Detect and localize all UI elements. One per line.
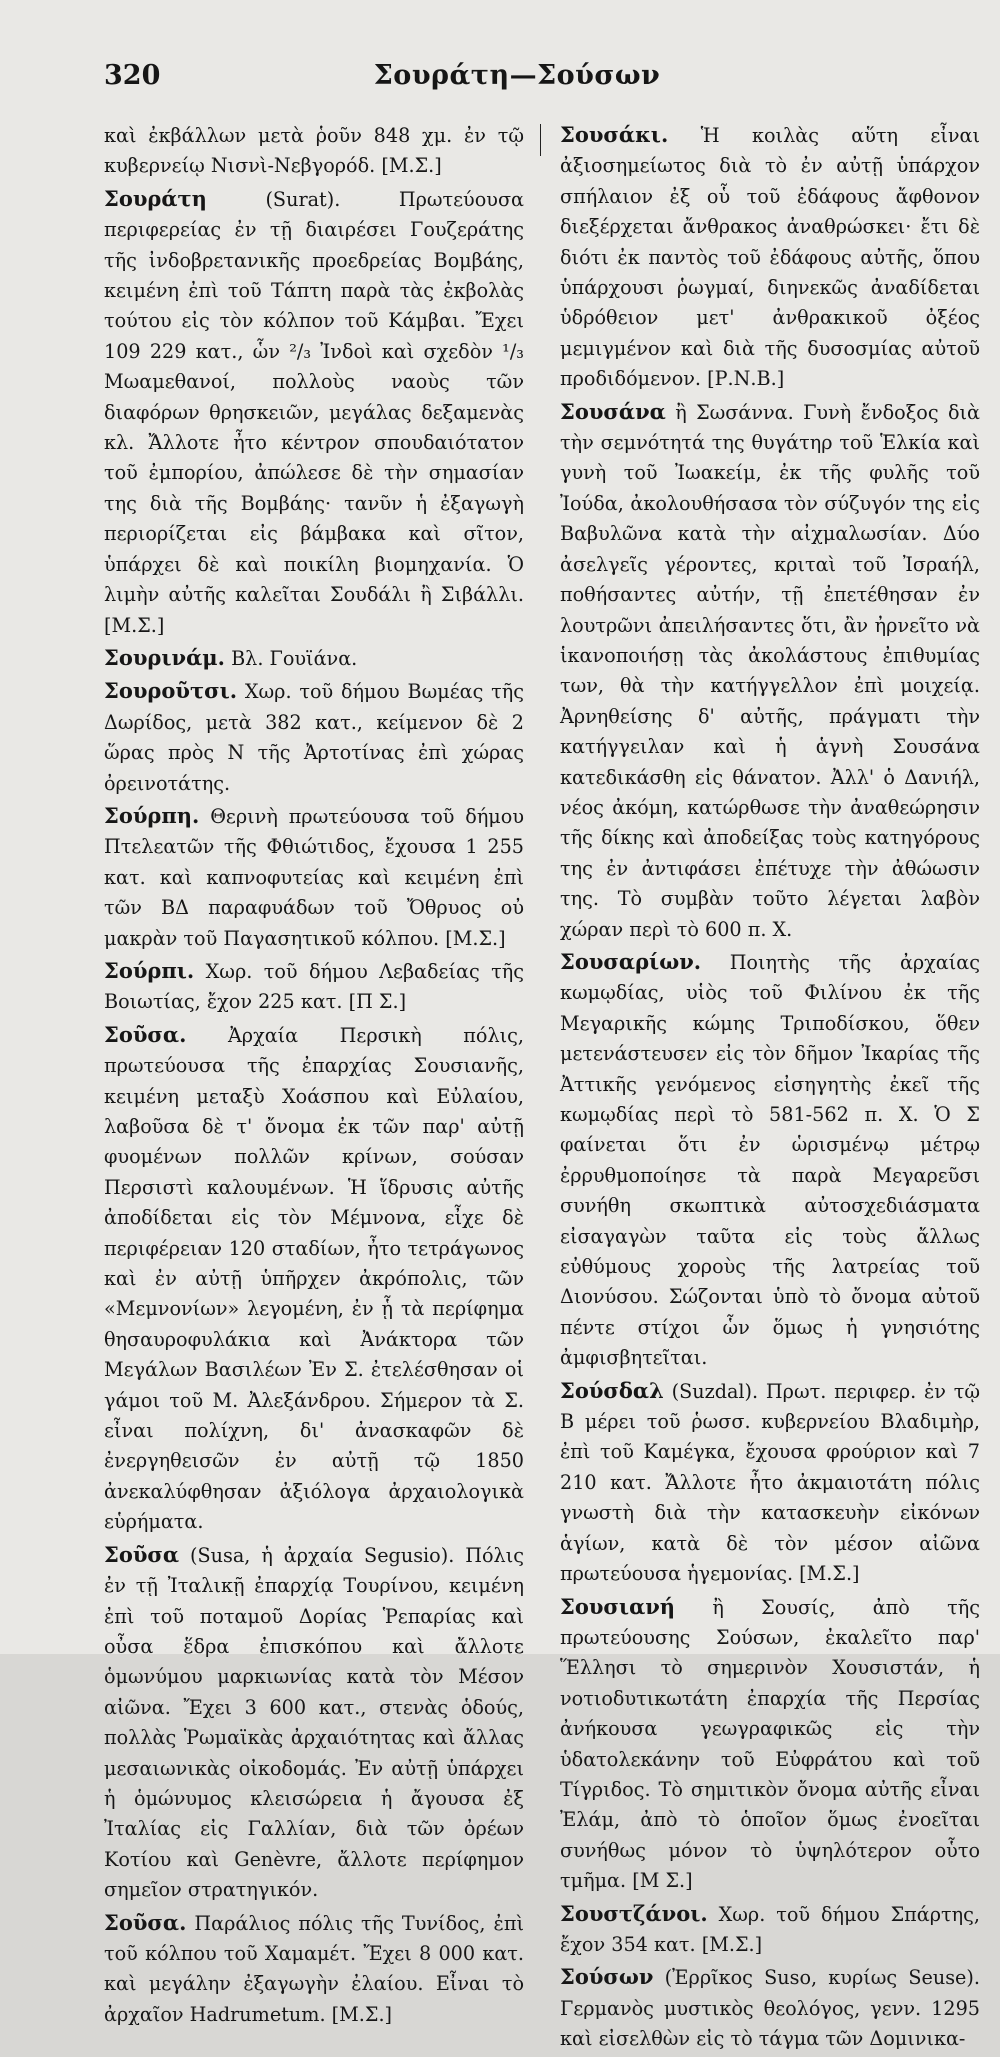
entry-headword: Σούσων [560,1964,654,1990]
entry-text: Χωρ. τοῦ δήμου Λεβαδείας τῆς Βοιωτίας, ἔχον 225 κατ. [Π Σ.] [104,959,524,1014]
entry-text: Παράλιος πόλις τῆς Τυνίδος, ἐπὶ τοῦ κόλπου τοῦ Χαμαμέτ. Ἔχει 8 000 κατ. καὶ μεγάλην ἐξαγωγὴν ἐλαίου. Εἶναι τὸ ἀρχαῖον Hadrumetum. [Μ.Σ.] [104,1911,524,2026]
entry-headword: Σουσιανή [560,1593,676,1619]
page-header [104,60,930,104]
entry [560,1962,980,2054]
entry-text: Βλ. Γουϊάνα. [224,646,358,670]
page-number: 320 [104,60,161,91]
entry-text: (Susa, ἡ ἀρχαία Segusio). Πόλις ἐν τῇ Ἰταλικῇ ἐπαρχίᾳ Τουρίνου, κειμένη ἐπὶ τοῦ ποταμοῦ Δορίας Ῥεπαρίας καὶ οὖσα ἕδρα ἐπισκόπου καὶ ἄλλοτε ὁμωνύμου μαρκιωνίας κατὰ τὸν Μέσον αἰῶνα. Ἔχει 3 600 κατ., στενὰς ὁδούς, πολλὰς Ῥωμαϊκὰς ἀρχαιότητας καὶ ἄλλας μεσαιωνικὰς οἰκοδομάς. Ἐν αὐτῇ ὑπάρχει ἡ ὁμώνυμος κλεισώρεια ἡ ἄγουσα ἐξ Ἰταλίας εἰς Γαλλίαν, διὰ τῶν ὀρέων Κοτίου καὶ Genèvre, ἄλλοτε περίφημον σημεῖον στρατηγικόν. [104,1543,524,1902]
entry [104,184,524,641]
entry [104,1908,524,2031]
entry-headword: Σοῦσα [104,1541,180,1567]
entry-headword: Σοῦσα. [104,1909,187,1935]
entry-text: Ἀρχαία Περσικὴ πόλις, πρωτεύουσα τῆς ἐπαρχίας Σουσιανῆς, κειμένη μεταξὺ Χοάσπου καὶ Εὐλαίου, λαβοῦσα δὲ τ' ὄνομα ἐκ τῶν παρ' αὐτῇ φυομένων πολλῶν κρίνων, σούσαν Περσιστὶ καλουμένων. Ἡ ἵδρυσις αὐτῆς ἀποδίδεται εἰς τὸν Μέμνονα, εἶχε δὲ περιφέρειαν 120 σταδίων, ἦτο τετράγωνος καὶ ἐν αὐτῇ ὑπῆρχεν ἀκρόπολις, τῶν «Μεμνονίων» λεγομένη, ἐν ᾗ τὰ περίφημα θησαυροφυλάκια καὶ Ἀνάκτορα τῶν Μεγάλων Βασιλέων Ἐν Σ. ἐτελέσθησαν οἱ γάμοι τοῦ Μ. Ἀλεξάνδρου. Σήμερον τὰ Σ. εἶναι πολίχνη, δι' ἀνασκαφῶν δὲ ἐνεργηθεισῶν ἐν αὐτῇ τῷ 1850 ἀνεκαλύφθησαν ἀξιόλογα ἀρχαιολογικὰ εὑρήματα. [104,1023,524,1534]
left-column [104,120,524,2032]
entry-text: ἢ Σωσάννα. Γυνὴ ἔνδοξος διὰ τὴν σεμνότητά της θυγάτηρ τοῦ Ἑλκία καὶ γυνὴ τοῦ Ἰωακείμ, ἐκ τῆς φυλῆς τοῦ Ἰούδα, ἀκολουθήσασα τὸν σύζυγόν της εἰς Βαβυλῶνα κατὰ τὴν αἰχμαλωσίαν. Δύο ἀσελγεῖς γέροντες, κριταὶ τοῦ Ἰσραήλ, ποθήσαντες αὐτήν, τῇ ἐπετέθησαν ἐν λουτρῶνι ἀπειλήσαντες ὅτι, ἂν ἠρνεῖτο νὰ ἱκανοποιήσῃ τὰς ἀκολάστους ἐπιθυμίας των, θὰ τὴν κατήγγελλον ἐπὶ μοιχείᾳ. Ἀρνηθείσης δ' αὐτῆς, πράγματι τὴν κατήγγειλαν καὶ ἡ ἁγνὴ Σουσάνα κατεδικάσθη εἰς θάνατον. Ἀλλ' ὁ Δανιήλ, νέος ἀκόμη, κατώρθωσε τὴν ἀναθεώρησιν τῆς δίκης καὶ ἀποδείξας τοὺς κατηγόρους της ἐν ἀντιφάσει ἐπέτυχε τὴν ἀθώωσιν της. Τὸ συμβὰν τοῦτο λέγεται λαβὸν χώραν περὶ τὸ 600 π. Χ. [560,400,980,941]
entry-text: καὶ ἐκβάλλων μετὰ ῥοῦν 848 χμ. ἐν τῷ κυβερνείῳ Νισνὶ-Νεβγορόδ. [Μ.Σ.] [104,124,524,178]
entry [560,947,980,1374]
entry [104,801,524,954]
entry-text: (Surat). Πρωτεύουσα περιφερείας ἐν τῇ διαιρέσει Γουζεράτης τῆς ἰνδοβρετανικῆς προεδρείας Βομβάης, κειμένη ἐπὶ τοῦ Τάπτη παρὰ τὰς ἐκβολὰς τούτου εἰς τὸν κόλπον τοῦ Κάμβαι. Ἔχει 109 229 κατ., ὧν ²/₃ Ἰνδοὶ καὶ σχεδὸν ¹/₃ Μωαμεθανοί, πολλοὺς ναοὺς τῶν διαφόρων θρησκειῶν, μεγάλας δεξαμενὰς κλ. Ἄλλοτε ἦτο κέντρον σπουδαιότατον τοῦ ἐμπορίου, ἀπώλεσε δὲ τὴν σημασίαν της διὰ τῆς Βομβάης· τανῦν ἡ ἐξαγωγὴ περιορίζεται εἰς βάμβακα καὶ σῖτον, ὑπάρχει δὲ καὶ ποικίλη βιομηχανία. Ὁ λιμὴν αὐτῆς καλεῖται Σουδάλι ἢ Σιβάλλι. [Μ.Σ.] [104,187,524,637]
entry-text: Χωρ. τοῦ δήμου Βωμέας τῆς Δωρίδος, μετὰ 382 κατ., κείμενον δὲ 2 ὥρας πρὸς Ν τῆς Ἀρτοτίνας ἐπὶ χώρας ὀρεινοτάτης. [104,680,524,795]
entry [560,1899,980,1961]
entry [104,643,524,674]
entry [104,1540,524,1906]
entry-headword: Σοῦσα. [104,1021,187,1047]
entry [104,1020,524,1538]
entry-headword: Σουσαρίων. [560,948,702,974]
entry [104,120,524,182]
right-column [560,120,980,2057]
entry-headword: Σούρπι. [104,957,195,983]
entry [104,956,524,1018]
entry-headword: Σουράτη [104,185,207,211]
entry [560,120,980,395]
entry-headword: Σουστζάνοι. [560,1900,708,1926]
entry-text: Ποιητὴς τῆς ἀρχαίας κωμῳδίας, υἱὸς τοῦ Φιλίνου ἐκ τῆς Μεγαρικῆς κώμης Τριποδίσκου, ὅθεν μετενάστευσεν εἰς τὸν δῆμον Ἰκαρίας τῆς Ἀττικῆς γενόμενος εἰσηγητὴς ἐκεῖ τῆς κωμῳδίας περὶ τὸ 581-562 π. Χ. Ὁ Σ φαίνεται ὅτι ἐν ὡρισμένῳ μέτρῳ ἐρρυθμοποίησε τὰ παρὰ Μεγαρεῦσι συνήθη σκωπτικὰ αὐτοσχεδιάσματα εἰσαγαγὼν ταῦτα εἰς τοὺς ἄλλως εὐθύμους χοροὺς τῆς λατρείας τοῦ Διονύσου. Σώζονται ὑπὸ τὸ ὄνομα αὐτοῦ πέντε στίχοι ὧν ὅμως ἡ γνησιότης ἀμφισβητεῖται. [560,950,980,1370]
entry-headword: Σούσδαλ [560,1377,664,1403]
entry-headword: Σουσάκι. [560,122,669,147]
entry-text: Χωρ. τοῦ δήμου Σπάρτης, ἔχον 354 κατ. [Μ.Σ.] [560,1902,980,1956]
entry-headword: Σούρπη. [104,802,200,828]
entry [560,397,980,945]
entry-headword: Σουρινάμ. [104,644,225,670]
entry-text: (Suzdal). Πρωτ. περιφερ. ἐν τῷ Β μέρει τοῦ ῥωσσ. κυβερνείου Βλαδιμὴρ, ἐπὶ τοῦ Καμέγκα, ἔχουσα φρούριον καὶ 7 210 κατ. Ἄλλοτε ἦτο ἀκμαιοτάτη πόλις γνωστὴ διὰ τὴν κατασκευὴν εἰκόνων ἁγίων, κατὰ δὲ τὸν μέσον αἰῶνα πρωτεύουσα ἡγεμονίας. [Μ.Σ.] [560,1379,980,1586]
entry-text: Θερινὴ πρωτεύουσα τοῦ δήμου Πτελεατῶν τῆς Φθιώτιδος, ἔχουσα 1 255 κατ. καὶ καπνοφυτείας καὶ κειμένη ἐπὶ τῶν ΒΔ παραφυάδων τοῦ Ὄθρυος οὐ μακρὰν τοῦ Παγασητικοῦ κόλπου. [Μ.Σ.] [104,804,524,950]
entry-headword: Σουροῦτσι. [104,678,238,704]
entry-text: ἢ Σουσίς, ἀπὸ τῆς πρωτεύουσης Σούσων, ἐκαλεῖτο παρ' Ἕλλησι τὸ σημερινὸν Χουσιστάν, ἡ νοτιοδυτικωτάτη ἐπαρχία τῆς Περσίας ἀνήκουσα γεωγραφικῶς εἰς τὴν ὑδατολεκάνην τοῦ Εὐφράτου καὶ τοῦ Τίγριδος. Τὸ σημιτικὸν ὄνομα αὐτῆς εἶναι Ἐλάμ, ἀπὸ τὸ ὁποῖον ὅμως ἐνοεῖται συνήθως μόνον τὸ ὑψηλότερον οὗτο τμῆμα. [Μ Σ.] [560,1595,980,1893]
entry-headword: Σουσάνα [560,398,666,424]
running-head: Σουράτη—Σούσων [373,60,661,91]
entry-text: (Ἐρρῖκος Suso, κυρίως Seuse). Γερμανὸς μυστικὸς θεολόγος, γενν. 1295 καὶ εἰσελθὼν εἰς τὸ τάγμα τῶν Δομινικα- [560,1966,980,2051]
column-divider [540,124,541,156]
entry [104,676,524,799]
entry [560,1376,980,1590]
entry-text: Ἡ κοιλὰς αὕτη εἶναι ἀξιοσημείωτος διὰ τὸ ἐν αὐτῇ ὑπάρχον σπήλαιον ἐξ οὗ τοῦ ἐδάφους ἄφθονον διεξέρχεται ἄνθρακος ἀναθρώσκει· ἔτι δὲ διότι ἐκ παντὸς τοῦ ἐδάφους αὐτῆς, ὅπου ὑπάρχουσι ῥωγμαί, διηνεκῶς ἀναδίδεται ὑδρόθειον μετ' ἀνθρακικοῦ ὀξέος μεμιγμένον καὶ διὰ τῆς δυσοσμίας αὐτοῦ προδιδόμενον. [Ρ.Ν.Β.] [560,124,980,391]
entry [560,1592,980,1897]
